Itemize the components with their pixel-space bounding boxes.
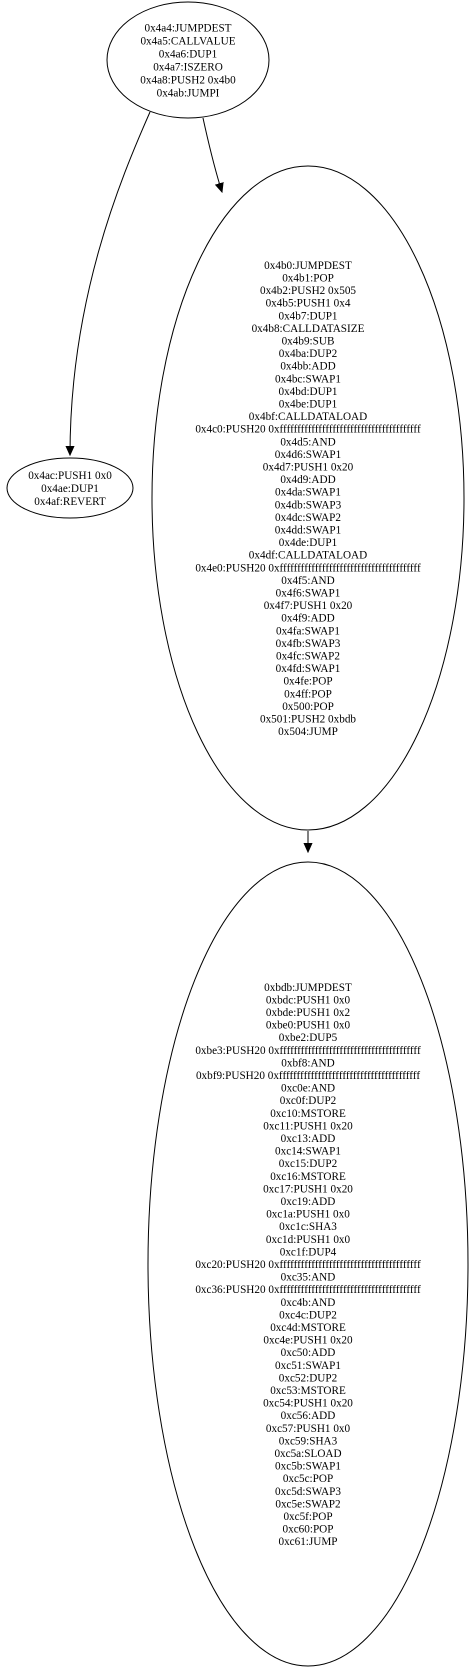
instruction-line: 0x4ba:DUP2 [278,348,338,361]
instruction-line: 0xc19:ADD [280,1196,336,1208]
node-block-4ac [7,458,133,518]
instruction-line: 0xc1f:DUP4 [279,1246,337,1259]
instruction-line: 0x4a7:ISZERO [153,61,223,74]
instruction-line: 0xc54:PUSH1 0x20 [263,1397,353,1410]
instruction-line: 0x4a8:PUSH2 0x4b0 [140,74,236,87]
instruction-line: 0x4b5:PUSH1 0x4 [265,297,351,310]
instruction-line: 0xc5a:SLOAD [274,1448,342,1460]
node-block-4b0 [152,166,464,830]
node-block-4a4 [107,2,269,118]
instruction-line: 0xc60:POP [282,1523,334,1536]
instruction-line: 0xc17:PUSH1 0x20 [263,1183,353,1196]
instruction-line: 0x4da:SWAP1 [275,486,341,499]
instruction-line: 0xc5c:POP [282,1473,334,1486]
instruction-line: 0xc0f:DUP2 [279,1095,337,1108]
instruction-line: 0xc5b:SWAP1 [275,1460,341,1473]
node-label-4a4 [140,23,236,100]
instruction-line: 0xc57:PUSH1 0x0 [265,1422,351,1435]
instruction-line: 0xc5d:SWAP3 [275,1485,341,1498]
instruction-line: 0xbe0:PUSH1 0x0 [265,1019,351,1032]
instruction-line: 0xc59:SHA3 [278,1435,338,1448]
instruction-line: 0x4f7:PUSH1 0x20 [263,600,353,613]
instruction-line: 0x4fe:POP [283,675,333,688]
instruction-line: 0x504:JUMP [278,726,338,739]
instruction-line: 0xc5e:SWAP2 [275,1498,341,1511]
instruction-line: 0xc53:MSTORE [270,1385,346,1397]
instruction-line: 0xbde:PUSH1 0x2 [265,1007,351,1019]
instruction-line: 0x4bf:CALLDATALOAD [248,411,368,424]
instruction-line: 0x4b7:DUP1 [278,310,338,323]
node-label-4b0 [195,260,421,738]
instruction-line: 0x4bd:DUP1 [278,385,338,398]
instruction-line: 0xc56:ADD [280,1410,336,1423]
instruction-line: 0x4d5:AND [280,436,336,449]
instruction-line: 0xc16:MSTORE [270,1170,346,1183]
instruction-line: 0x4fb:SWAP3 [275,637,341,650]
instruction-line: 0xbe3:PUSH20 0xffffffffffffffffffffffffffffffffffffffff [195,1044,421,1057]
instruction-line: 0xc4b:AND [280,1296,336,1309]
instruction-line: 0x4bb:ADD [280,360,336,373]
instruction-line: 0x4bc:SWAP1 [275,373,341,386]
instruction-line: 0xc1c:SHA3 [279,1221,337,1234]
instruction-line: 0x4ab:JUMPI [156,87,220,100]
instruction-line: 0x4de:DUP1 [278,537,338,550]
instruction-line: 0xc4d:MSTORE [270,1322,346,1334]
instruction-line: 0xc1d:PUSH1 0x0 [265,1233,351,1246]
instruction-line: 0x4f5:AND [281,574,335,587]
instruction-line: 0x4b0:JUMPDEST [264,259,352,272]
instruction-line: 0x4c0:PUSH20 0xffffffffffffffffffffffffffffffffffffffff [195,423,421,436]
instruction-line: 0xc51:SWAP1 [275,1359,341,1372]
instruction-line: 0x4f9:ADD [281,612,335,625]
instruction-line: 0xbdc:PUSH1 0x0 [265,994,351,1007]
instruction-line: 0x4dc:SWAP2 [275,511,341,524]
instruction-line: 0x500:POP [282,700,334,713]
instruction-line: 0x4db:SWAP3 [274,499,342,512]
instruction-line: 0x501:PUSH2 0xbdb [259,713,357,726]
instruction-line: 0xc15:DUP2 [278,1158,338,1171]
instruction-line: 0x4d6:SWAP1 [274,448,342,461]
instruction-line: 0x4a4:JUMPDEST [144,22,232,35]
edge-4a4-to-4b0 [203,118,222,192]
instruction-line: 0x4b1:POP [282,272,334,285]
instruction-line: 0x4a6:DUP1 [158,48,218,61]
instruction-line: 0xc35:AND [280,1271,336,1284]
instruction-line: 0xc1a:PUSH1 0x0 [266,1208,350,1221]
instruction-line: 0x4fa:SWAP1 [275,625,341,638]
instruction-line: 0xc52:DUP2 [278,1372,338,1385]
instruction-line: 0xc61:JUMP [278,1536,338,1549]
instruction-line: 0x4b8:CALLDATASIZE [251,322,365,335]
instruction-line: 0x4d7:PUSH1 0x20 [262,461,354,474]
instruction-line: 0x4f6:SWAP1 [275,587,341,600]
instruction-line: 0x4ff:POP [284,688,332,701]
instruction-line: 0xbe2:DUP5 [278,1032,338,1045]
instruction-line: 0xc50:ADD [280,1347,336,1360]
instruction-line: 0xc11:PUSH1 0x20 [263,1120,353,1133]
instruction-line: 0x4b9:SUB [281,335,335,348]
instruction-line: 0xc4e:PUSH1 0x20 [263,1334,353,1347]
instruction-line: 0xbf8:AND [281,1057,335,1070]
instruction-line: 0xc14:SWAP1 [275,1145,341,1158]
instruction-line: 0xc36:PUSH20 0xffffffffffffffffffffffffffffffffffffffff [195,1284,421,1297]
instruction-line: 0x4e0:PUSH20 0xffffffffffffffffffffffffffffffffffffffff [195,562,421,575]
instruction-line: 0x4fd:SWAP1 [275,663,341,676]
instruction-line: 0xc10:MSTORE [270,1107,346,1120]
instruction-line: 0x4ae:DUP1 [41,483,99,495]
instruction-line: 0x4a5:CALLVALUE [140,35,236,48]
instruction-line: 0x4dd:SWAP1 [274,524,342,537]
node-block-bdb [148,862,468,1666]
instruction-line: 0xc13:ADD [280,1133,336,1145]
instruction-line: 0xc4c:DUP2 [279,1309,337,1322]
instruction-line: 0xc20:PUSH20 0xffffffffffffffffffffffffffffffffffffffff [195,1259,421,1271]
instruction-line: 0xc5f:POP [283,1511,333,1523]
node-label-4ac [28,470,112,508]
instruction-line: 0xbdb:JUMPDEST [264,981,352,994]
instruction-line: 0x4df:CALLDATALOAD [248,549,368,562]
node-label-bdb [195,982,421,1548]
instruction-line: 0x4ac:PUSH1 0x0 [28,470,112,482]
edge-4a4-to-4ac [70,112,150,455]
instruction-line: 0x4d9:ADD [280,474,336,487]
instruction-line: 0xc0e:AND [280,1082,336,1095]
instruction-line: 0x4fc:SWAP2 [275,650,341,663]
instruction-line: 0x4af:REVERT [34,496,106,508]
instruction-line: 0xbf9:PUSH20 0xffffffffffffffffffffffffffffffffffffffff [195,1070,421,1082]
instruction-line: 0x4be:DUP1 [278,398,338,411]
instruction-line: 0x4b2:PUSH2 0x505 [259,285,357,298]
